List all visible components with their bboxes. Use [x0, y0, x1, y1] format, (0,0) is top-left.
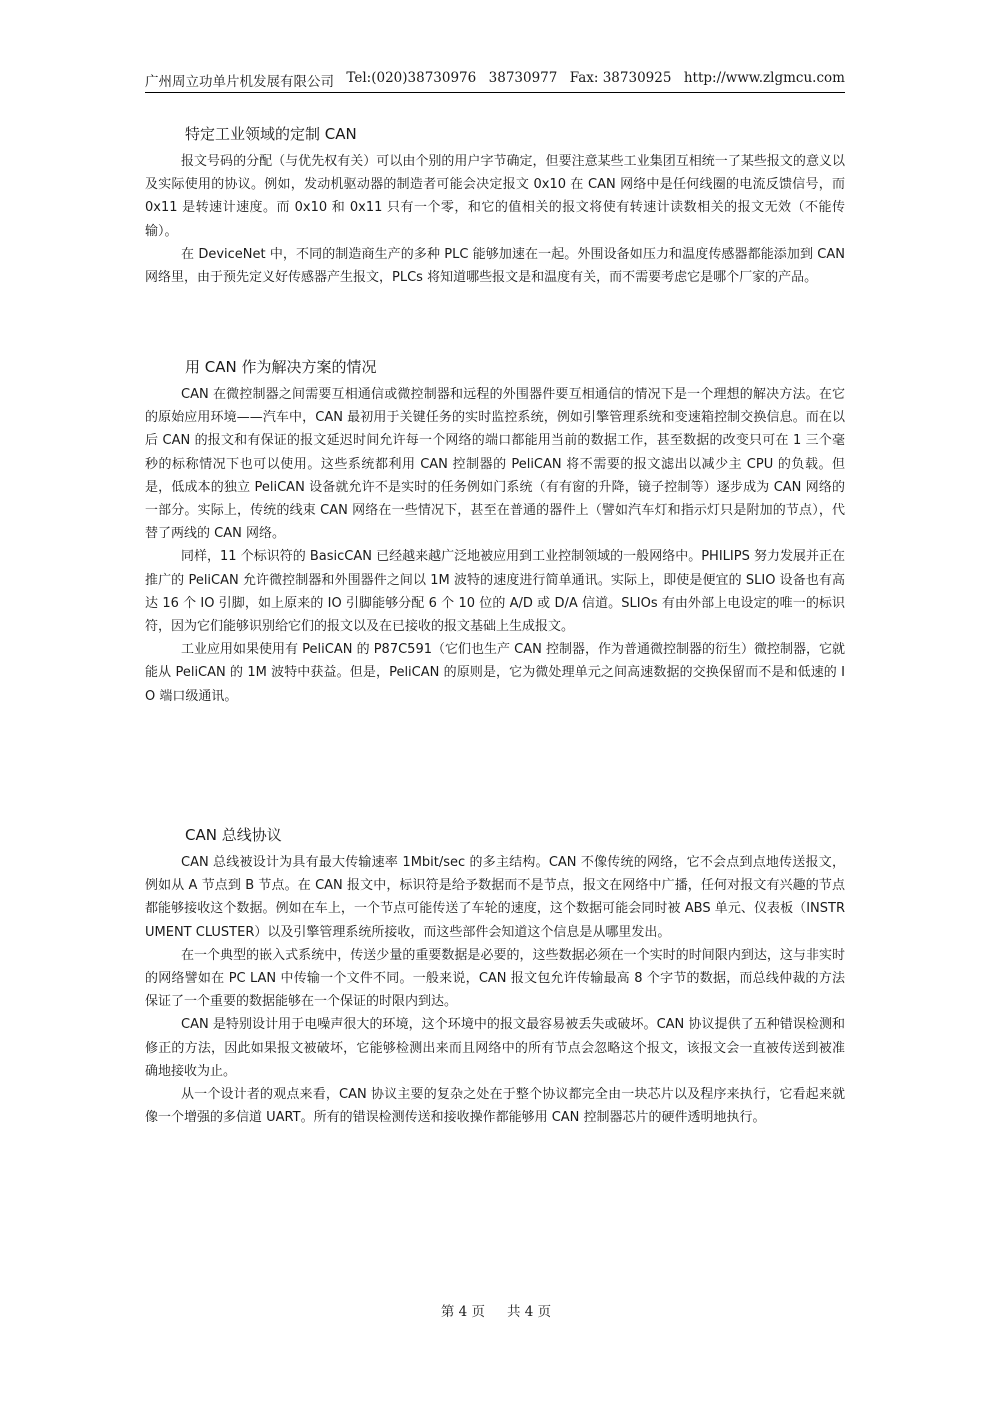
paragraph: CAN 总线被设计为具有最大传输速率 1Mbit/sec 的多主结构。CAN 不像传统的网络，它不会点到点地传送报文，例如从 A 节点到 B 节点。在 CAN 报文中，标识符是给予数据而不是节点，报文在网络中广播，任何对报文有兴趣的节点都能够接收这个数据。例如在车上，一个节点可能传送了车轮的速度，这个数据可能会同时被 ABS 单元、仪表板（INSTRUMENT CLUSTER）以及引擎管理系统所接收，而这些部件会知道这个信息是从哪里发出。 [145, 855, 845, 940]
section-can-protocol [145, 823, 845, 1129]
paragraph: 在一个典型的嵌入式系统中，传送少量的重要数据是必要的，这些数据必须在一个实时的时间限内到达，这与非实时的网络譬如在 PC LAN 中传输一个文件不同。一般来说，CAN 报文包允许传输最高 8 个字节的数据，而总线仲裁的方法保证了一个重要的数据能够在一个保证的时限内到达。 [145, 947, 845, 1010]
page-header [145, 70, 845, 90]
section-custom-can [145, 122, 845, 289]
section-heading: CAN 总线协议 [185, 826, 282, 844]
page-total: 共 4 页 [507, 1304, 552, 1320]
section-heading: 特定工业领域的定制 CAN [185, 125, 357, 143]
paragraph: CAN 在微控制器之间需要互相通信或微控制器和远程的外围器件要互相通信的情况下是一个理想的解决方法。在它的原始应用环境——汽车中，CAN 最初用于关键任务的实时监控系统，例如引擎管理系统和变速箱控制交换信息。而在以后 CAN 的报文和有保证的报文延迟时间允许每一个网络的端口都能用当前的数据工作，甚至数据的改变只可在 1 三个毫秒的标称情况下也可以使用。这些系统都利用 CAN 控制器的 PeliCAN 将不需要的报文滤出以减少主 CPU 的负载。但是，低成本的独立 PeliCAN 设备就允许不是实时的任务例如门系统（有有窗的升降，镜子控制等）逐步成为 CAN 网络的一部分。实际上，传统的线束 CAN 网络在一些情况下，甚至在普通的器件上（譬如汽车灯和指示灯只是附加的节点），代替了两线的 CAN 网络。 [145, 387, 845, 542]
page-number: 第 4 页 [440, 1304, 485, 1320]
paragraph: 报文号码的分配（与优先权有关）可以由个别的用户字节确定，但要注意某些工业集团互相统一了某些报文的意义以及实际使用的协议。例如，发动机驱动器的制造者可能会决定报文 0x10 在 CAN 网络中是任何线圈的电流反馈信号，而 0x11 是转速计速度。而 0x10 和 0x11 只有一个零，和它的值相关的报文将使有转速计读数相关的报文无效（不能传输）。 [145, 154, 845, 239]
paragraph: 同样，11 个标识符的 BasicCAN 已经越来越广泛地被应用到工业控制领域的一般网络中。PHILIPS 努力发展并正在推广的 PeliCAN 允许微控制器和外围器件之间以 1M 波特的速度进行简单通讯。实际上，即使是便宜的 SLIO 设备也有高达 16 个 IO 引脚，如上原来的 IO 引脚能够分配 6 个 10 位的 A/D 或 D/A 信道。SLIOs 有由外部上电设定的唯一的标识符，因为它们能够识别给它们的报文以及在已接收的报文基础上生成报文。 [145, 549, 845, 635]
paragraph: CAN 是特别设计用于电噪声很大的环境，这个环境中的报文最容易被丢失或破坏。CAN 协议提供了五种错误检测和修正的方法，因此如果报文被破坏，它能够检测出来而且网络中的所有节点会忽略这个报文，该报文会一直被传送到被准确地接收为止。 [145, 1017, 845, 1079]
header-rule [145, 92, 845, 93]
paragraph: 在 DeviceNet 中，不同的制造商生产的多种 PLC 能够加速在一起。外围设备如压力和温度传感器都能添加到 CAN 网络里，由于预先定义好传感器产生报文，PLCs 将知道哪些报文是和温度有关，而不需要考虑它是哪个厂家的产品。 [145, 246, 845, 286]
paragraph: 工业应用如果使用有 PeliCAN 的 P87C591（它们也生产 CAN 控制器，作为普通微控制器的衍生）微控制器，它就能从 PeliCAN 的 1M 波特中获益。但是，PeliCAN 的原则是，它为微处理单元之间高速数据的交换保留而不是和低速的 IO 端口级通讯。 [145, 642, 845, 704]
header-company: 广州周立功单片机发展有限公司 [145, 74, 334, 90]
header-tel: Tel:(020)38730976 [346, 70, 477, 86]
section-heading: 用 CAN 作为解决方案的情况 [185, 358, 377, 376]
header-tel2: 38730977 [488, 70, 558, 86]
header-fax: Fax: 38730925 [569, 70, 672, 86]
header-url: http://www.zlgmcu.com [683, 70, 845, 86]
paragraph: 从一个设计者的观点来看，CAN 协议主要的复杂之处在于整个协议都完全由一块芯片以及程序来执行，它看起来就像一个增强的多信道 UART。所有的错误检测传送和接收操作都能够用 CAN 控制器芯片的硬件透明地执行。 [145, 1087, 845, 1126]
page-footer [0, 1300, 992, 1320]
section-can-solution [145, 355, 845, 708]
